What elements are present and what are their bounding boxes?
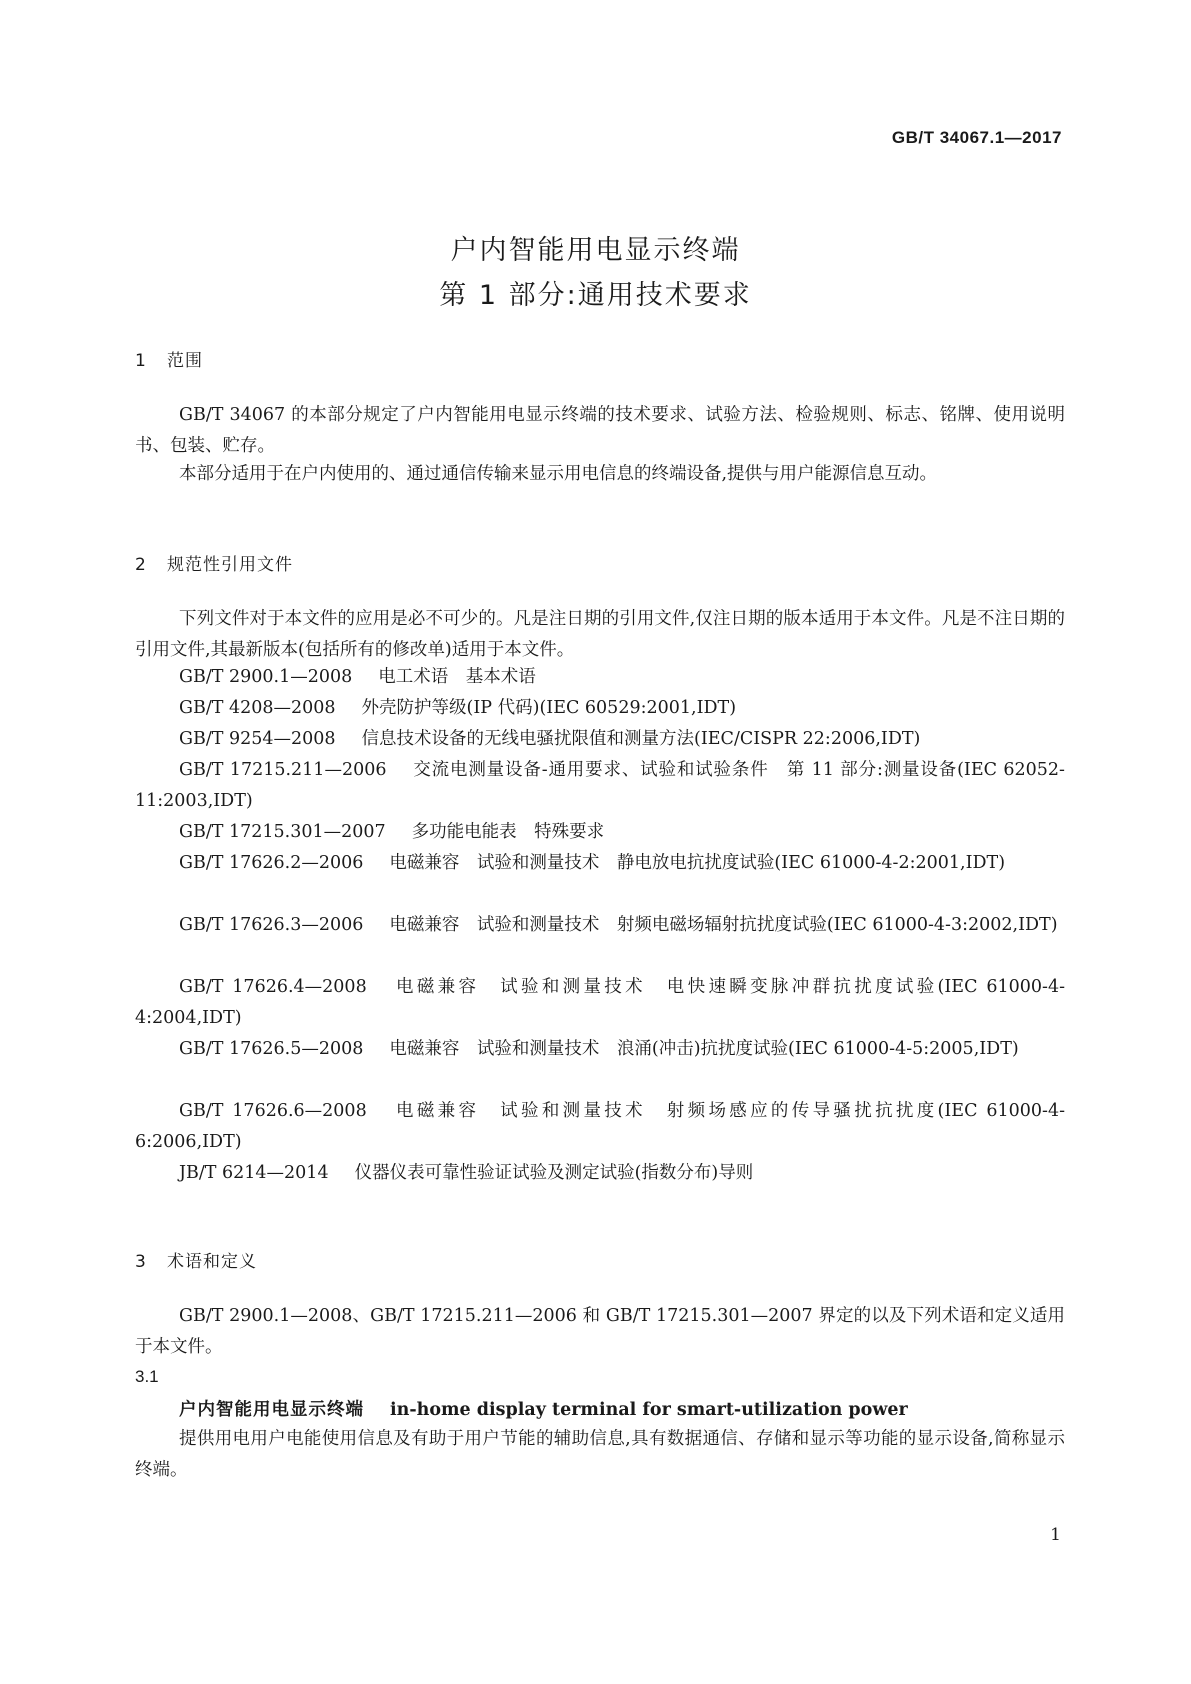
reference-item	[135, 1096, 1065, 1158]
reference-item	[135, 848, 1065, 879]
reference-code: GB/T 9254—2008	[179, 729, 336, 749]
reference-item	[135, 972, 1065, 1034]
paragraph: 本部分适用于在户内使用的、通过通信传输来显示用电信息的终端设备,提供与用户能源信息互动。	[179, 464, 938, 484]
reference-item	[135, 1034, 1065, 1065]
section-number: 1	[135, 351, 147, 371]
page-number: 1	[1050, 1525, 1061, 1545]
reference-title: 交流电测量设备-通用要求、试验和试验条件 第 11 部分:测量设备(IEC 62052-11:2003,IDT)	[135, 760, 1065, 811]
term-english: in-home display terminal for smart-utilization power	[390, 1400, 908, 1420]
reference-code: GB/T 17626.4—2008	[179, 977, 367, 997]
section-title: 范围	[167, 351, 203, 371]
reference-code: GB/T 17215.301—2007	[179, 822, 386, 842]
reference-item	[135, 817, 1065, 848]
term-chinese: 户内智能用电显示终端	[179, 1400, 364, 1420]
reference-title: 电磁兼容 试验和测量技术 电快速瞬变脉冲群抗扰度试验(IEC 61000-4-4:2004,IDT)	[135, 977, 1065, 1028]
reference-code: JB/T 6214—2014	[179, 1163, 329, 1183]
reference-title: 仪器仪表可靠性验证试验及测定试验(指数分布)导则	[354, 1163, 754, 1183]
section-number: 3	[135, 1252, 147, 1272]
reference-code: GB/T 17626.3—2006	[179, 915, 364, 935]
section-title: 术语和定义	[167, 1252, 257, 1272]
reference-title: 信息技术设备的无线电骚扰限值和测量方法(IEC/CISPR 22:2006,IDT)	[361, 729, 921, 749]
paragraph: GB/T 2900.1—2008、GB/T 17215.211—2006 和 GB/T 17215.301—2007 界定的以及下列术语和定义适用于本文件。	[135, 1306, 1065, 1357]
reference-title: 电磁兼容 试验和测量技术 射频电磁场辐射抗扰度试验(IEC 61000-4-3:2002,IDT)	[389, 915, 1058, 935]
section-heading-terms-definitions	[135, 1247, 257, 1272]
paragraph: 下列文件对于本文件的应用是必不可少的。凡是注日期的引用文件,仅注日期的版本适用于本文件。凡是不注日期的引用文件,其最新版本(包括所有的修改单)适用于本文件。	[135, 609, 1065, 660]
reference-title: 电磁兼容 试验和测量技术 浪涌(冲击)抗扰度试验(IEC 61000-4-5:2005,IDT)	[389, 1039, 1019, 1059]
reference-code: GB/T 17626.6—2008	[179, 1101, 367, 1121]
reference-title: 电磁兼容 试验和测量技术 静电放电抗扰度试验(IEC 61000-4-2:2001,IDT)	[389, 853, 1006, 873]
section-heading-normative-references	[135, 550, 293, 575]
reference-code: GB/T 17215.211—2006	[179, 760, 387, 780]
reference-item	[135, 662, 1065, 693]
document-title-line2: 第 1 部分:通用技术要求	[439, 280, 752, 311]
section-title: 规范性引用文件	[167, 555, 293, 575]
reference-code: GB/T 4208—2008	[179, 698, 336, 718]
reference-item	[135, 693, 1065, 724]
reference-title: 外壳防护等级(IP 代码)(IEC 60529:2001,IDT)	[361, 698, 737, 718]
reference-title: 电磁兼容 试验和测量技术 射频场感应的传导骚扰抗扰度(IEC 61000-4-6:2006,IDT)	[135, 1101, 1065, 1152]
standard-code: GB/T 34067.1—2017	[891, 128, 1062, 147]
document-title-line1: 户内智能用电显示终端	[450, 235, 741, 266]
reference-title: 多功能电能表 特殊要求	[411, 822, 605, 842]
reference-item	[135, 724, 1065, 755]
section-number: 2	[135, 555, 147, 575]
reference-code: GB/T 17626.2—2006	[179, 853, 364, 873]
reference-item	[135, 1158, 1065, 1189]
term-entry	[179, 1396, 908, 1421]
reference-code: GB/T 17626.5—2008	[179, 1039, 364, 1059]
term-definition: 提供用电用户电能使用信息及有助于用户节能的辅助信息,具有数据通信、存储和显示等功能的显示设备,简称显示终端。	[135, 1429, 1065, 1480]
reference-item	[135, 910, 1065, 941]
clause-number: 3.1	[135, 1367, 159, 1386]
reference-code: GB/T 2900.1—2008	[179, 667, 353, 687]
reference-title: 电工术语 基本术语	[378, 667, 536, 687]
reference-item	[135, 755, 1065, 817]
section-heading-scope	[135, 346, 203, 371]
paragraph: GB/T 34067 的本部分规定了户内智能用电显示终端的技术要求、试验方法、检验规则、标志、铭牌、使用说明书、包装、贮存。	[135, 405, 1065, 456]
